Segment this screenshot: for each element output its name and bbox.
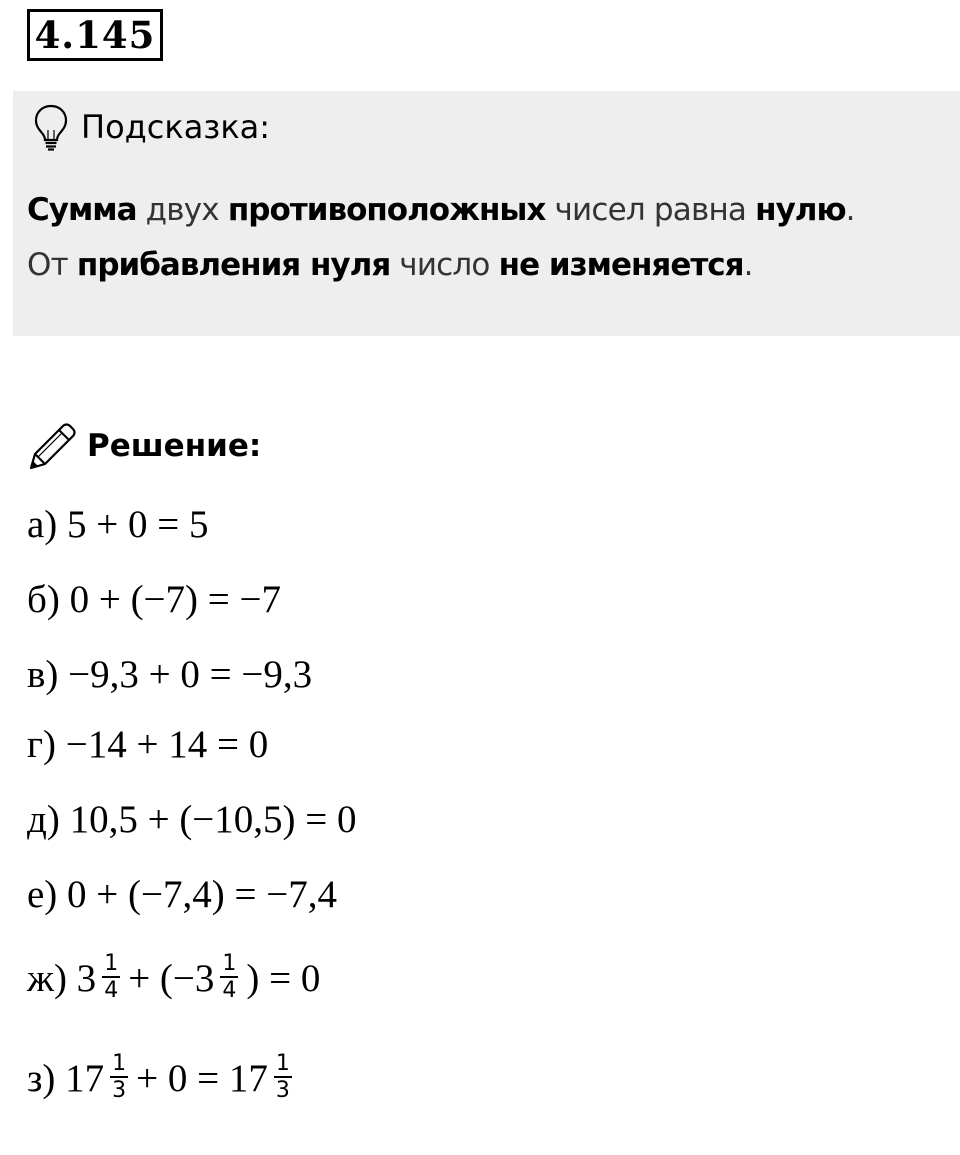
hint-word: нулю (755, 192, 846, 228)
pencil-icon (27, 420, 79, 472)
hint-word: . (845, 192, 855, 228)
fraction-numerator: 1 (275, 1051, 290, 1076)
fraction (102, 952, 120, 1004)
fraction-numerator: 1 (112, 1051, 127, 1076)
fraction (274, 1052, 292, 1104)
hint-line-1 (27, 183, 947, 238)
hint-word: прибавления нуля (76, 247, 391, 283)
hint-word: двух (136, 192, 228, 228)
answer-part: ) = 0 (246, 956, 321, 1000)
hint-word: Сумма (27, 192, 137, 228)
hint-box (13, 91, 960, 336)
answer-d: д) 10,5 + (−10,5) = 0 (27, 798, 357, 841)
answer-a: а) 5 + 0 = 5 (27, 503, 209, 546)
answer-part: + (−3 (128, 956, 215, 1000)
hint-word: чисел равна (545, 192, 756, 228)
fraction (110, 1052, 128, 1104)
fraction-denominator: 4 (104, 978, 119, 1003)
hint-text (27, 183, 947, 293)
answer-part: ж) 3 (27, 956, 97, 1000)
answer-z (27, 1052, 300, 1104)
fraction-denominator: 3 (112, 1078, 127, 1103)
answer-part: з) 17 (27, 1056, 105, 1100)
fraction-denominator: 3 (275, 1078, 290, 1103)
hint-header (33, 103, 270, 151)
hint-line-2 (27, 238, 947, 293)
hint-word: противоположных (227, 192, 546, 228)
fraction-denominator: 4 (222, 978, 237, 1003)
lightbulb-icon (33, 103, 69, 151)
solution-header (27, 420, 261, 472)
answer-g: г) −14 + 14 = 0 (27, 723, 269, 766)
solution-title: Решение: (87, 428, 262, 464)
fraction-numerator: 1 (104, 951, 119, 976)
hint-word: От (27, 247, 77, 283)
hint-word: не изменяется (498, 247, 744, 283)
hint-word: число (390, 247, 499, 283)
answer-e: е) 0 + (−7,4) = −7,4 (27, 873, 338, 916)
answer-zh (27, 952, 320, 1004)
fraction (220, 952, 238, 1004)
hint-word: . (743, 247, 753, 283)
answer-part: + 0 = 17 (136, 1056, 268, 1100)
answer-b: б) 0 + (−7) = −7 (27, 578, 282, 621)
answer-v: в) −9,3 + 0 = −9,3 (27, 653, 313, 696)
hint-title: Подсказка: (81, 108, 271, 146)
problem-number: 4.145 (27, 9, 163, 61)
fraction-numerator: 1 (222, 951, 237, 976)
